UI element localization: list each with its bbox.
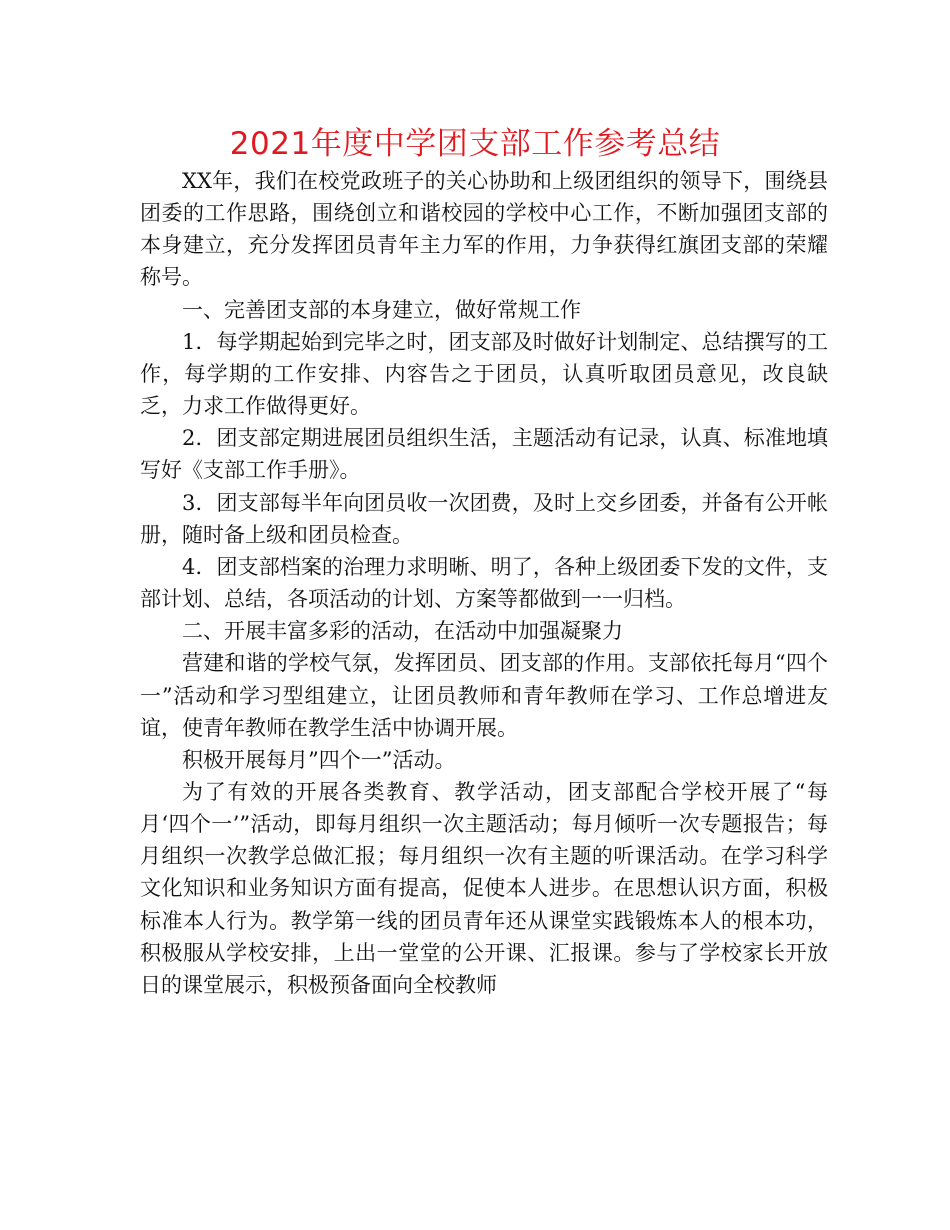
- section-heading-2: 二、开展丰富多彩的活动，在活动中加强凝聚力: [182, 619, 623, 644]
- document-title: 2021年度中学团支部工作参考总结: [229, 126, 721, 162]
- paragraph-intro: XX年，我们在校党政班子的关心协助和上级团组织的领导下，围绕县团委的工作思路，围绕创立和谐校园的学校中心工作，不断加强团支部的本身建立，充分发挥团员青年主力军的作用，力争获得红旗团支部的荣耀称号。: [140, 169, 828, 290]
- paragraph-details: 为了有效的开展各类教育、教学活动，团支部配合学校开展了“每月‘四个一’”活动，即每月组织一次主题活动；每月倾听一次专题报告；每月组织一次教学总做汇报；每月组织一次有主题的听课活动。在学习科学文化知识和业务知识方面有提高，促使本人进步。在思想认识方面，积极标准本人行为。教学第一线的团员青年还从课堂实践锻炼本人的根本功，积极服从学校安排，上出一堂堂的公开课、汇报课。参与了学校家长开放日的课堂展示，积极预备面向全校教师: [140, 779, 828, 997]
- paragraph-item-3: 3．团支部每半年向团员收一次团费，及时上交乡团委，并备有公开帐册，随时备上级和团员检查。: [140, 490, 828, 547]
- document-body: [140, 165, 828, 1001]
- section-heading-1: 一、完善团支部的本身建立，做好常规工作: [182, 297, 581, 322]
- paragraph-monthly: 积极开展每月”四个一”活动。: [182, 747, 456, 772]
- paragraph-item-1: 1．每学期起始到完毕之时，团支部及时做好计划制定、总结撰写的工作，每学期的工作安排、内容告之于团员，认真听取团员意见，改良缺乏，力求工作做得更好。: [140, 329, 828, 419]
- paragraph-item-2: 2．团支部定期进展团员组织生活，主题活动有记录，认真、标准地填写好《支部工作手册》。: [140, 426, 828, 483]
- paragraph-item-4: 4．团支部档案的治理力求明晰、明了，各种上级团委下发的文件，支部计划、总结，各项活动的计划、方案等都做到一一归档。: [140, 554, 828, 612]
- paragraph-activities: 营建和谐的学校气氛，发挥团员、团支部的作用。支部依托每月“四个一”活动和学习型组建立，让团员教师和青年教师在学习、工作总增进友谊，使青年教师在教学生活中协调开展。: [140, 651, 828, 740]
